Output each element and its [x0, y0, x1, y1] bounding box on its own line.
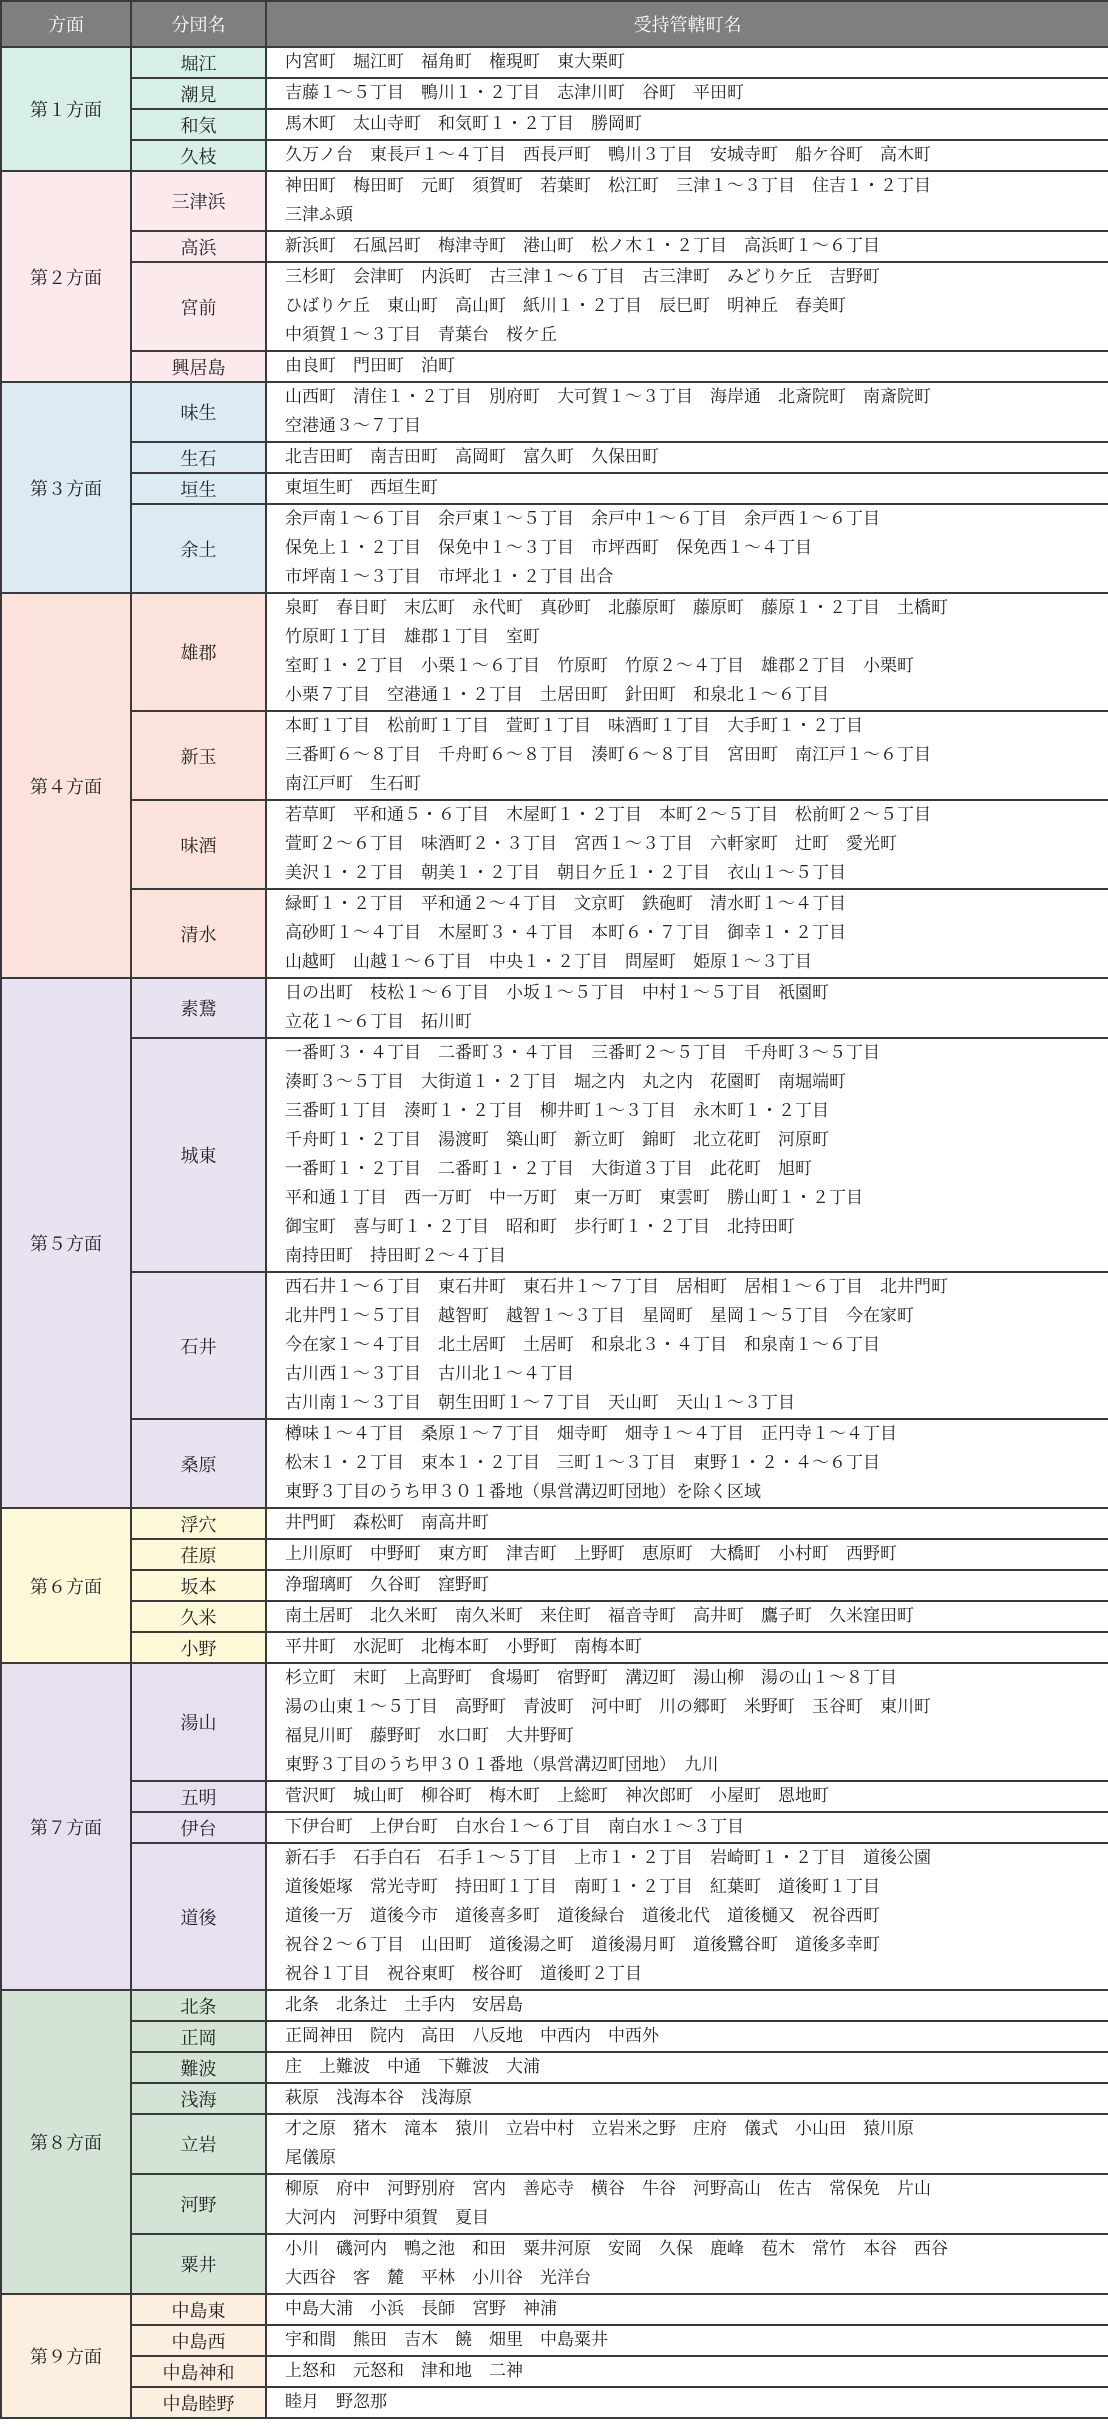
towns-cell [266, 593, 1108, 711]
towns-line: 小栗７丁目 空港通１・２丁目 土居田町 針田町 和泉北１～６丁目 [285, 685, 829, 705]
towns-cell [266, 2021, 1108, 2052]
towns-line: 松末１・２丁目 束本１・２丁目 三町１～３丁目 東野１・２・４～６丁目 [285, 1453, 880, 1473]
branch-cell: 荏原 [131, 1539, 266, 1570]
towns-cell [266, 2083, 1108, 2114]
towns-line: 湊町３～５丁目 大街道１・２丁目 堀之内 丸之内 花園町 南堀端町 [285, 1072, 846, 1092]
table-row [1, 2356, 1108, 2387]
branch-cell: 五明 [131, 1781, 266, 1812]
towns-line: 立花１～６丁目 拓川町 [285, 1012, 472, 1032]
table-row [1, 2174, 1108, 2234]
table-row [1, 800, 1108, 889]
table-body [1, 47, 1108, 2418]
branch-cell: 新玉 [131, 711, 266, 800]
branch-cell: 垣生 [131, 473, 266, 504]
branch-cell: 生石 [131, 442, 266, 473]
towns-cell [266, 1508, 1108, 1539]
towns-line: 北条 北条辻 土手内 安居島 [285, 1995, 523, 2015]
towns-line: 山西町 清住１・２丁目 別府町 大可賀１～３丁目 海岸通 北斎院町 南斎院町 [285, 387, 931, 407]
branch-cell: 石井 [131, 1272, 266, 1419]
towns-line: 東野３丁目のうち甲３０１番地（県営溝辺町団地）を除く区域 [285, 1482, 761, 1502]
towns-cell [266, 2174, 1108, 2234]
towns-line: 三津ふ頭 [285, 205, 353, 225]
towns-cell [266, 2052, 1108, 2083]
towns-line: 平井町 水泥町 北梅本町 小野町 南梅本町 [285, 1637, 642, 1657]
towns-line: 宇和間 熊田 吉木 饒 畑里 中島粟井 [285, 2330, 608, 2350]
branch-cell: 小野 [131, 1632, 266, 1663]
towns-line: 余戸南１～６丁目 余戸東１～５丁目 余戸中１～６丁目 余戸西１～６丁目 [285, 509, 880, 529]
table-row [1, 140, 1108, 171]
branch-cell: 中島神和 [131, 2356, 266, 2387]
area-cell: 第９方面 [1, 2294, 131, 2418]
towns-cell [266, 1663, 1108, 1781]
towns-line: 平和通１丁目 西一万町 中一万町 東一万町 東雲町 勝山町１・２丁目 [285, 1188, 863, 1208]
towns-line: 庄 上難波 中通 下難波 大浦 [285, 2057, 540, 2077]
towns-cell [266, 351, 1108, 382]
table-row [1, 2083, 1108, 2114]
towns-line: 中島大浦 小浜 長師 宮野 神浦 [285, 2299, 557, 2319]
towns-line: 神田町 梅田町 元町 須賀町 若葉町 松江町 三津１～３丁目 住吉１・２丁目 [285, 176, 931, 196]
towns-line: 室町１・２丁目 小栗１～６丁目 竹原町 竹原２～４丁目 雄郡２丁目 小栗町 [285, 656, 914, 676]
branch-cell: 道後 [131, 1843, 266, 1990]
towns-line: ひばりケ丘 東山町 高山町 紙川１・２丁目 辰巳町 明神丘 春美町 [285, 296, 846, 316]
branch-cell: 久枝 [131, 140, 266, 171]
towns-line: 本町１丁目 松前町１丁目 萱町１丁目 味酒町１丁目 大手町１・２丁目 [285, 716, 863, 736]
towns-line: 尾儀原 [285, 2148, 336, 2168]
table-row [1, 382, 1108, 442]
towns-line: 高砂町１～４丁目 木屋町３・４丁目 本町６・７丁目 御幸１・２丁目 [285, 923, 846, 943]
towns-line: 南持田町 持田町２～４丁目 [285, 1246, 506, 1266]
towns-cell [266, 2356, 1108, 2387]
towns-cell [266, 1539, 1108, 1570]
table-row [1, 1812, 1108, 1843]
table-row [1, 711, 1108, 800]
header-row [1, 1, 1108, 47]
towns-line: 上怒和 元怒和 津和地 二神 [285, 2361, 523, 2381]
table-row [1, 1539, 1108, 1570]
branch-cell: 余土 [131, 504, 266, 593]
towns-cell [266, 78, 1108, 109]
towns-cell [266, 442, 1108, 473]
table-row [1, 442, 1108, 473]
towns-cell [266, 1843, 1108, 1990]
towns-line: 三番町１丁目 湊町１・２丁目 柳井町１～３丁目 永木町１・２丁目 [285, 1101, 829, 1121]
area-cell: 第２方面 [1, 171, 131, 382]
branch-cell: 河野 [131, 2174, 266, 2234]
table-row [1, 1663, 1108, 1781]
towns-line: 若草町 平和通５・６丁目 木屋町１・２丁目 本町２～５丁目 松前町２～５丁目 [285, 805, 931, 825]
towns-line: 今在家１～４丁目 北土居町 土居町 和泉北３・４丁目 和泉南１～６丁目 [285, 1335, 880, 1355]
table-row [1, 2294, 1108, 2325]
branch-cell: 潮見 [131, 78, 266, 109]
towns-line: 小川 磯河内 鴨之池 和田 粟井河原 安岡 久保 鹿峰 苞木 常竹 本谷 西谷 [285, 2239, 948, 2259]
towns-line: 柳原 府中 河野別府 宮内 善応寺 横谷 牛谷 河野高山 佐古 常保免 片山 [285, 2179, 931, 2199]
towns-line: 内宮町 堀江町 福角町 権現町 東大栗町 [285, 52, 625, 72]
towns-line: 緑町１・２丁目 平和通２～４丁目 文京町 鉄砲町 清水町１～４丁目 [285, 894, 846, 914]
towns-cell [266, 1038, 1108, 1272]
towns-line: 下伊台町 上伊台町 白水台１～６丁目 南白水１～３丁目 [285, 1817, 744, 1837]
towns-line: 祝谷１丁目 祝谷東町 桜谷町 道後町２丁目 [285, 1964, 642, 1984]
branch-cell: 正岡 [131, 2021, 266, 2052]
towns-line: 新石手 石手白石 石手１～５丁目 上市１・２丁目 岩崎町１・２丁目 道後公園 [285, 1848, 931, 1868]
towns-line: 保免上１・２丁目 保免中１～３丁目 市坪西町 保免西１～４丁目 [285, 538, 812, 558]
table-row [1, 504, 1108, 593]
towns-line: 南江戸町 生石町 [285, 774, 421, 794]
table-row [1, 1843, 1108, 1990]
table-row [1, 109, 1108, 140]
table-row [1, 889, 1108, 978]
towns-line: 北井門１～５丁目 越智町 越智１～３丁目 星岡町 星岡１～５丁目 今在家町 [285, 1306, 914, 1326]
towns-line: 正岡神田 院内 高田 八反地 中西内 中西外 [285, 2026, 659, 2046]
towns-cell [266, 2387, 1108, 2418]
area-cell: 第１方面 [1, 47, 131, 171]
towns-line: 南土居町 北久米町 南久米町 来住町 福音寺町 高井町 鷹子町 久米窪田町 [285, 1606, 914, 1626]
branch-cell: 三津浜 [131, 171, 266, 231]
towns-line: 泉町 春日町 末広町 永代町 真砂町 北藤原町 藤原町 藤原１・２丁目 土橋町 [285, 598, 948, 618]
towns-line: 美沢１・２丁目 朝美１・２丁目 朝日ケ丘１・２丁目 衣山１～５丁目 [285, 863, 846, 883]
towns-line: 千舟町１・２丁目 湯渡町 築山町 新立町 錦町 北立花町 河原町 [285, 1130, 829, 1150]
branch-cell: 桑原 [131, 1419, 266, 1508]
towns-cell [266, 140, 1108, 171]
towns-cell [266, 262, 1108, 351]
towns-line: 北吉田町 南吉田町 高岡町 富久町 久保田町 [285, 447, 659, 467]
towns-line: 吉藤１～５丁目 鴨川１・２丁目 志津川町 谷町 平田町 [285, 83, 744, 103]
table-row [1, 1601, 1108, 1632]
table-row [1, 2052, 1108, 2083]
towns-line: 睦月 野忽那 [285, 2392, 387, 2412]
area-cell: 第４方面 [1, 593, 131, 978]
branch-cell: 素鵞 [131, 978, 266, 1038]
towns-cell [266, 889, 1108, 978]
table-row [1, 262, 1108, 351]
towns-cell [266, 1781, 1108, 1812]
towns-line: 御宝町 喜与町１・２丁目 昭和町 歩行町１・２丁目 北持田町 [285, 1217, 795, 1237]
towns-line: 浄瑠璃町 久谷町 窪野町 [285, 1575, 489, 1595]
towns-line: 東垣生町 西垣生町 [285, 478, 438, 498]
towns-line: 祝谷２～６丁目 山田町 道後湯之町 道後湯月町 道後鷺谷町 道後多幸町 [285, 1935, 880, 1955]
table-row [1, 2234, 1108, 2294]
table-row [1, 473, 1108, 504]
towns-line: 由良町 門田町 泊町 [285, 356, 455, 376]
towns-cell [266, 2325, 1108, 2356]
branch-cell: 浅海 [131, 2083, 266, 2114]
branch-cell: 雄郡 [131, 593, 266, 711]
towns-line: 新浜町 石風呂町 梅津寺町 港山町 松ノ木１・２丁目 高浜町１～６丁目 [285, 236, 880, 256]
towns-cell [266, 1570, 1108, 1601]
towns-line: 空港通３～７丁目 [285, 416, 421, 436]
towns-line: 中須賀１～３丁目 青葉台 桜ケ丘 [285, 325, 557, 345]
towns-line: 古川西１～３丁目 古川北１～４丁目 [285, 1364, 574, 1384]
towns-line: 一番町１・２丁目 二番町１・２丁目 大街道３丁目 此花町 旭町 [285, 1159, 812, 1179]
towns-line: 大河内 河野中須賀 夏目 [285, 2208, 489, 2228]
table-row [1, 2325, 1108, 2356]
table-row [1, 1990, 1108, 2021]
branch-cell: 和気 [131, 109, 266, 140]
towns-line: 市坪南１～３丁目 市坪北１・２丁目 出合 [285, 567, 614, 587]
towns-cell [266, 382, 1108, 442]
table-row [1, 978, 1108, 1038]
branch-cell: 北条 [131, 1990, 266, 2021]
area-cell: 第７方面 [1, 1663, 131, 1990]
table-row [1, 1781, 1108, 1812]
towns-line: 上川原町 中野町 東方町 津吉町 上野町 恵原町 大橋町 小村町 西野町 [285, 1544, 897, 1564]
branch-cell: 中島東 [131, 2294, 266, 2325]
towns-line: 三杉町 会津町 内浜町 古三津１～６丁目 古三津町 みどりケ丘 吉野町 [285, 267, 880, 287]
header-area: 方面 [1, 1, 131, 47]
branch-cell: 立岩 [131, 2114, 266, 2174]
towns-line: 馬木町 太山寺町 和気町１・２丁目 勝岡町 [285, 114, 642, 134]
table-row [1, 2021, 1108, 2052]
area-cell: 第８方面 [1, 1990, 131, 2294]
towns-line: 福見川町 藤野町 水口町 大井野町 [285, 1726, 574, 1746]
table-row [1, 351, 1108, 382]
towns-line: 菅沢町 城山町 柳谷町 梅木町 上総町 神次郎町 小屋町 恩地町 [285, 1786, 829, 1806]
table-row [1, 1570, 1108, 1601]
table-row [1, 171, 1108, 231]
table-row [1, 1272, 1108, 1419]
header-branch: 分団名 [131, 1, 266, 47]
towns-cell [266, 711, 1108, 800]
towns-cell [266, 1601, 1108, 1632]
branch-cell: 粟井 [131, 2234, 266, 2294]
towns-line: 西石井１～６丁目 東石井町 東石井１～７丁目 居相町 居相１～６丁目 北井門町 [285, 1277, 948, 1297]
branch-cell: 宮前 [131, 262, 266, 351]
towns-line: 山越町 山越１～６丁目 中央１・２丁目 問屋町 姫原１～３丁目 [285, 952, 812, 972]
towns-line: 杉立町 末町 上高野町 食場町 宿野町 溝辺町 湯山柳 湯の山１～８丁目 [285, 1668, 897, 1688]
towns-cell [266, 2294, 1108, 2325]
towns-line: 大西谷 客 麓 平林 小川谷 光洋台 [285, 2268, 591, 2288]
table-row [1, 1419, 1108, 1508]
table-row [1, 1632, 1108, 1663]
towns-cell [266, 1272, 1108, 1419]
branch-cell: 味酒 [131, 800, 266, 889]
table-row [1, 1038, 1108, 1272]
towns-line: 道後一万 道後今市 道後喜多町 道後緑台 道後北代 道後樋又 祝谷西町 [285, 1906, 880, 1926]
table-row [1, 231, 1108, 262]
towns-cell [266, 2114, 1108, 2174]
branch-cell: 中島西 [131, 2325, 266, 2356]
table-row [1, 593, 1108, 711]
towns-line: 樽味１～４丁目 桑原１～７丁目 畑寺町 畑寺１～４丁目 正円寺１～４丁目 [285, 1424, 897, 1444]
towns-line: 道後姫塚 常光寺町 持田町１丁目 南町１・２丁目 紅葉町 道後町１丁目 [285, 1877, 880, 1897]
towns-cell [266, 978, 1108, 1038]
towns-line: 萩原 浅海本谷 浅海原 [285, 2088, 472, 2108]
towns-cell [266, 1419, 1108, 1508]
towns-line: 竹原町１丁目 雄郡１丁目 室町 [285, 627, 540, 647]
towns-line: 日の出町 枝松１～６丁目 小坂１～５丁目 中村１～５丁目 祇園町 [285, 983, 829, 1003]
towns-line: 東野３丁目のうち甲３０１番地（県営溝辺町団地） 九川 [285, 1755, 719, 1775]
towns-cell [266, 1990, 1108, 2021]
branch-cell: 久米 [131, 1601, 266, 1632]
branch-cell: 中島睦野 [131, 2387, 266, 2418]
towns-cell [266, 109, 1108, 140]
branch-cell: 湯山 [131, 1663, 266, 1781]
towns-cell [266, 171, 1108, 231]
table-row [1, 2387, 1108, 2418]
area-cell: 第６方面 [1, 1508, 131, 1663]
branch-cell: 興居島 [131, 351, 266, 382]
branch-cell: 堀江 [131, 47, 266, 78]
branch-cell: 高浜 [131, 231, 266, 262]
branch-cell: 味生 [131, 382, 266, 442]
towns-cell [266, 800, 1108, 889]
towns-line: 井門町 森松町 南高井町 [285, 1513, 489, 1533]
towns-cell [266, 504, 1108, 593]
area-cell: 第３方面 [1, 382, 131, 593]
towns-line: 古川南１～３丁目 朝生田町１～７丁目 天山町 天山１～３丁目 [285, 1393, 795, 1413]
branch-cell: 伊台 [131, 1812, 266, 1843]
towns-line: 一番町３・４丁目 二番町３・４丁目 三番町２～５丁目 千舟町３～５丁目 [285, 1043, 880, 1063]
branch-cell: 坂本 [131, 1570, 266, 1601]
branch-cell: 難波 [131, 2052, 266, 2083]
table-row [1, 47, 1108, 78]
towns-cell [266, 2234, 1108, 2294]
towns-cell [266, 473, 1108, 504]
towns-line: 才之原 猪木 滝本 猿川 立岩中村 立岩米之野 庄府 儀式 小山田 猿川原 [285, 2119, 914, 2139]
towns-cell [266, 231, 1108, 262]
towns-line: 萱町２～６丁目 味酒町２・３丁目 宮西１～３丁目 六軒家町 辻町 愛光町 [285, 834, 897, 854]
towns-line: 三番町６～８丁目 千舟町６～８丁目 湊町６～８丁目 宮田町 南江戸１～６丁目 [285, 745, 931, 765]
table-row [1, 1508, 1108, 1539]
branch-cell: 清水 [131, 889, 266, 978]
header-towns: 受持管轄町名 [266, 1, 1108, 47]
table-row [1, 78, 1108, 109]
towns-line: 久万ノ台 東長戸１～４丁目 西長戸町 鴨川３丁目 安城寺町 船ケ谷町 高木町 [285, 145, 931, 165]
towns-cell [266, 1812, 1108, 1843]
towns-cell [266, 47, 1108, 78]
area-cell: 第５方面 [1, 978, 131, 1508]
branch-cell: 浮穴 [131, 1508, 266, 1539]
table-row [1, 2114, 1108, 2174]
towns-line: 湯の山東１～５丁目 高野町 青波町 河中町 川の郷町 米野町 玉谷町 東川町 [285, 1697, 931, 1717]
branch-cell: 城東 [131, 1038, 266, 1272]
towns-cell [266, 1632, 1108, 1663]
